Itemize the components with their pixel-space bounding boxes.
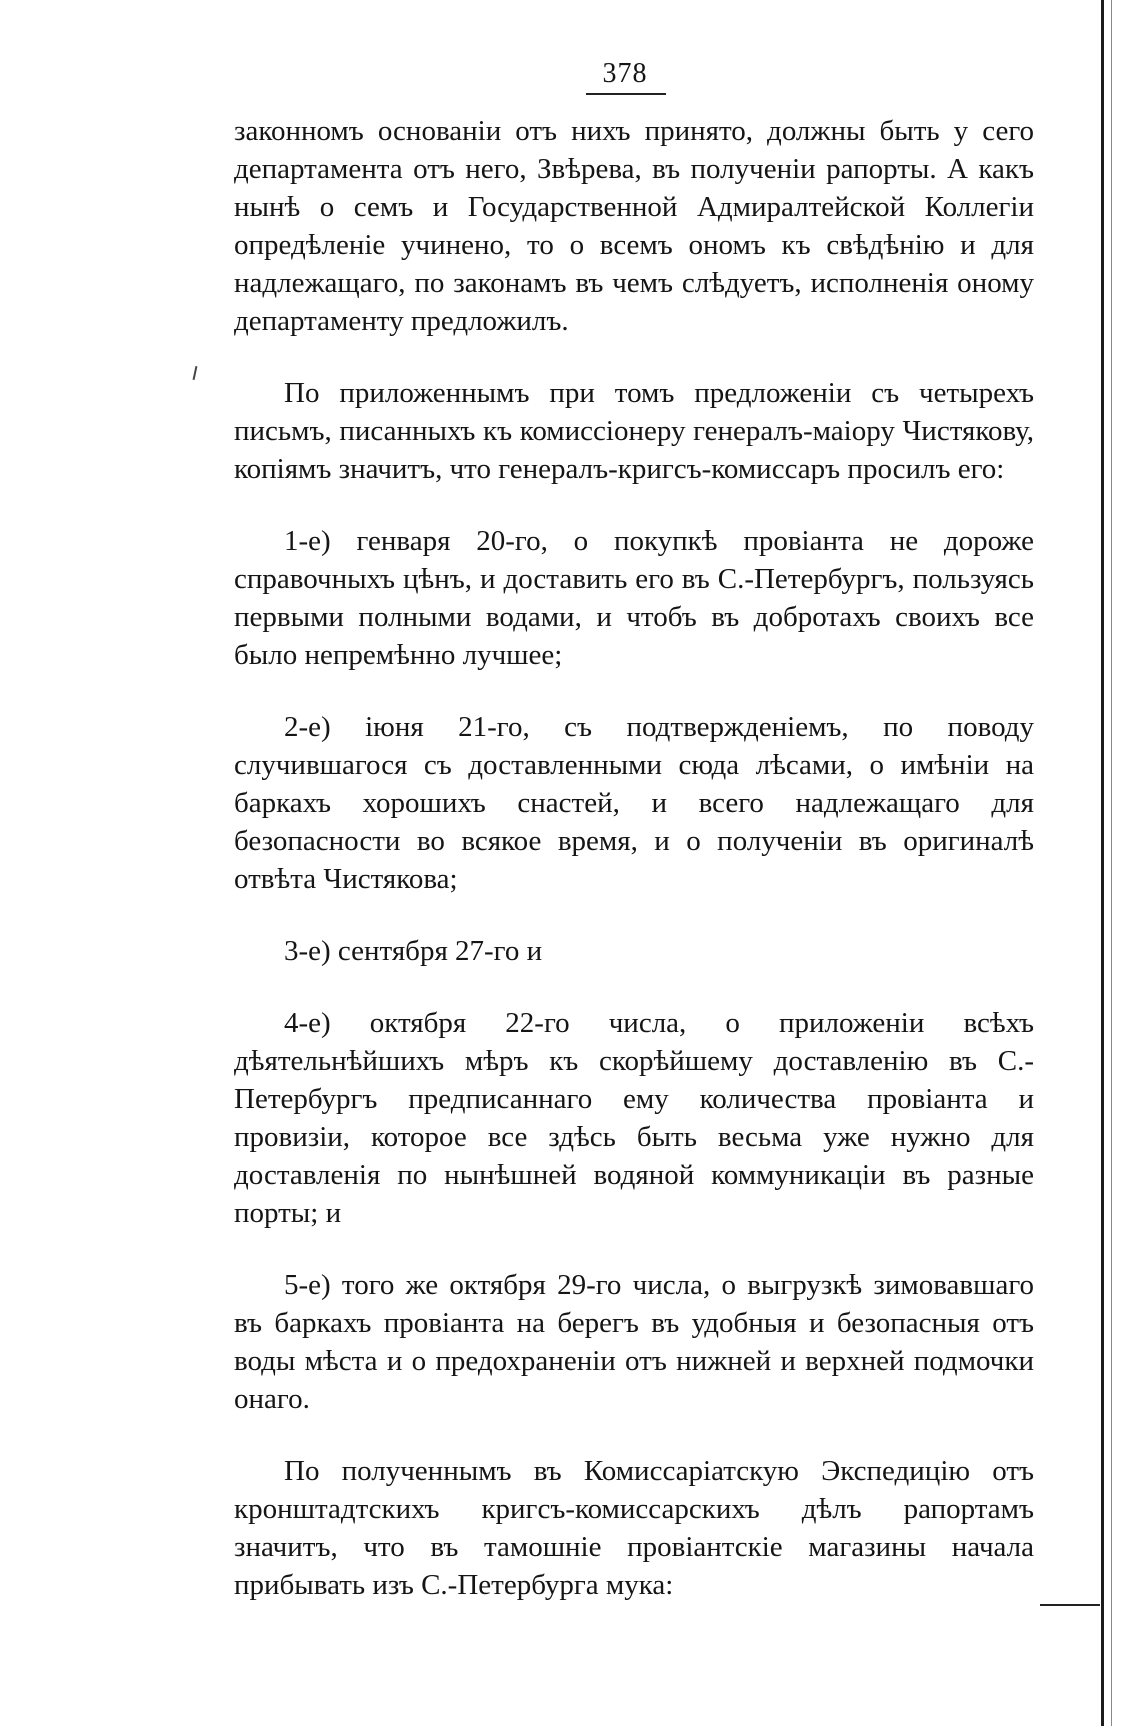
paragraph-continuation: законномъ основаніи отъ нихъ принято, должны быть у сего департамента отъ него, Звѣрева, въ полученіи рапорты. А какъ нынѣ о семъ и Государственной Адмиралтейской Коллегіи опредѣленіе учинено, то о всемъ ономъ къ свѣдѣнію и для надлежащаго, по законамъ въ чемъ слѣдуетъ, исполненія оному департаменту предложилъ. bbox=[234, 115, 1034, 337]
page-bottom-mark bbox=[1040, 1604, 1100, 1606]
paragraph-item-5: 5-е) того же октября 29-го числа, о выгрузкѣ зимовавшаго въ баркахъ провіанта на берегъ въ удобныя и безопасныя отъ воды мѣста и о предохраненіи отъ нижней и верхней подмочки онаго. bbox=[234, 1269, 1034, 1415]
page-text bbox=[234, 112, 1034, 1604]
paragraph-item-3: 3-е) сентября 27-го и bbox=[284, 935, 543, 967]
margin-mark bbox=[193, 366, 198, 380]
page-edge-line bbox=[1101, 0, 1104, 1726]
paragraph-item-4: 4-е) октября 22-го числа, о приложеніи всѣхъ дѣятельнѣйшихъ мѣръ къ скорѣйшему доставленію въ С.-Петербургъ предписаннаго ему количества провіанта и провизіи, которое все здѣсь быть весьма уже нужно для доставленія по нынѣшней водяной коммуникаціи въ разные порты; и bbox=[234, 1007, 1034, 1229]
paragraph-item-1: 1-е) генваря 20-го, о покупкѣ провіанта не дороже справочныхъ цѣнъ, и доставить его въ С.-Петербургъ, пользуясь первыми полными водами, и чтобъ въ добротахъ своихъ все было непремѣнно лучшее; bbox=[234, 525, 1034, 671]
page-number: 378 bbox=[602, 58, 648, 89]
page-number-rule bbox=[586, 93, 666, 95]
paragraph-item-2: 2-е) іюня 21-го, съ подтвержденіемъ, по поводу случившагося съ доставленными сюда лѣсами, о имѣніи на баркахъ хорошихъ снастей, и всего надлежащаго для безопасности во всякое время, и о полученіи въ оригиналѣ отвѣта Чистякова; bbox=[234, 711, 1034, 895]
paragraph-reports: По полученнымъ въ Комиссаріатскую Экспедицію отъ кронштадтскихъ кригсъ-комиссарскихъ дѣлъ рапортамъ значитъ, что въ тамошніе провіантскіе магазины начала прибывать изъ С.-Петербурга мука: bbox=[234, 1455, 1034, 1601]
paragraph-letters-intro: По приложеннымъ при томъ предложеніи съ четырехъ письмъ, писанныхъ къ комиссіонеру генералъ-маіору Чистякову, копіямъ значитъ, что генералъ-кригсъ-комиссаръ просилъ его: bbox=[234, 377, 1034, 485]
page-edge-shadow bbox=[1111, 0, 1112, 1726]
